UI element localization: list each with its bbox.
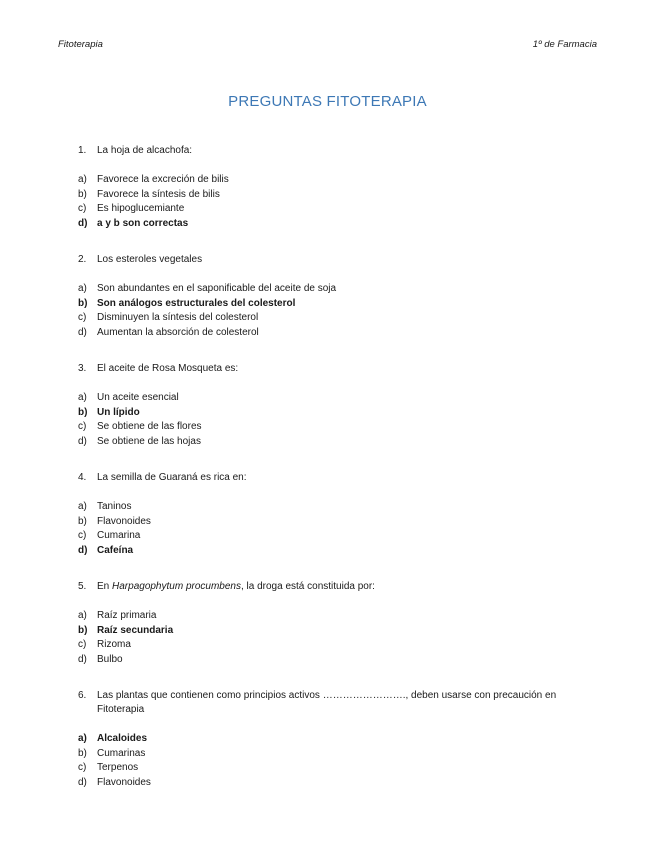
answer-option [78,311,598,326]
question-number: 3. [78,363,87,374]
option-text: Disminuyen la síntesis del colesterol [97,312,259,323]
option-text: Raíz primaria [97,610,157,621]
answer-option [78,326,598,341]
option-text: Un lípido [97,406,140,418]
page-title: PREGUNTAS FITOTERAPIA [228,93,427,110]
question-text-suffix: , la droga está constituida por: [240,581,375,592]
option-text: Taninos [97,501,132,512]
question-number: 4. [78,472,87,483]
answer-option [78,173,598,188]
option-text: Raíz secundaria [97,624,174,636]
option-letter: d) [78,217,88,229]
option-letter: c) [78,762,87,773]
answer-option [78,653,598,668]
question-number: 6. [78,690,87,701]
answer-option [78,500,598,515]
option-letter: d) [78,435,87,447]
option-text: Se obtiene de las flores [97,421,202,432]
option-text: Alcaloides [97,733,148,744]
question-text: La hoja de alcachofa: [97,145,193,156]
question-4 [78,471,598,558]
option-text: Son análogos estructurales del colesterol [97,297,296,309]
option-text: Cumarina [97,530,141,541]
answer-option [78,202,598,217]
question-3 [78,362,598,449]
answer-option [78,761,598,776]
option-letter: d) [78,544,88,556]
question-6 [78,689,598,790]
option-text: Terpenos [97,762,139,773]
option-text: Aumentan la absorción de colesterol [97,326,259,338]
option-letter: a) [78,392,87,403]
option-letter: b) [78,747,87,759]
option-letter: a) [78,283,87,294]
answer-option [78,297,598,312]
option-text: a y b son correctas [97,217,189,229]
option-text: Un aceite esencial [97,392,179,403]
answer-option [78,391,598,406]
question-text: El aceite de Rosa Mosqueta es: [97,363,239,374]
option-letter: b) [78,515,87,527]
question-number: 2. [78,254,87,265]
option-letter: d) [78,653,87,665]
option-text: Rizoma [97,639,131,650]
answer-option [78,188,598,203]
answer-option [78,638,598,653]
answer-option [78,529,598,544]
option-text: Cafeína [97,544,134,556]
answer-option [78,420,598,435]
answer-option [78,282,598,297]
option-text: Flavonoides [97,515,151,527]
option-letter: b) [78,297,88,309]
option-letter: d) [78,776,87,788]
option-text: Favorece la síntesis de bilis [97,188,220,200]
question-text-prefix: En [97,581,113,592]
question-text [97,580,598,594]
answer-option [78,624,598,639]
question-number: 1. [78,145,87,156]
question-2 [78,253,598,340]
species-name: Harpagophytum procumbens [112,581,241,592]
answer-option [78,435,598,450]
answer-option [78,515,598,530]
option-letter: c) [78,421,87,432]
option-letter: c) [78,639,87,650]
answer-option [78,544,598,559]
header-right: 1º de Farmacia [532,39,597,50]
option-text: Flavonoides [97,776,151,788]
option-letter: a) [78,501,87,512]
option-letter: c) [78,530,87,541]
answer-option [78,732,598,747]
question-text: La semilla de Guaraná es rica en: [97,472,247,483]
option-text: Se obtiene de las hojas [97,435,201,447]
option-letter: b) [78,624,88,636]
answer-option [78,406,598,421]
option-letter: d) [78,326,87,338]
option-letter: b) [78,188,87,200]
question-text: Los esteroles vegetales [97,254,203,265]
option-text: Cumarinas [97,747,146,759]
question-text: Las plantas que contienen como principios activos ……………………., deben usarse con precaución en Fitoterapia [97,690,557,715]
question-1 [78,144,598,231]
answer-option [78,217,598,232]
header-left: Fitoterapia [58,39,103,50]
option-letter: c) [78,312,87,323]
option-letter: b) [78,406,88,418]
option-text: Son abundantes en el saponificable del aceite de soja [97,283,337,294]
option-text: Favorece la excreción de bilis [97,174,229,185]
answer-option [78,747,598,762]
answer-option [78,609,598,624]
option-letter: c) [78,203,87,214]
question-list [78,144,598,812]
question-number: 5. [78,581,87,592]
option-letter: a) [78,610,87,621]
option-letter: a) [78,174,87,185]
option-text: Bulbo [97,653,123,665]
option-text: Es hipoglucemiante [97,203,185,214]
question-5 [78,580,598,667]
answer-option [78,776,598,791]
option-letter: a) [78,733,87,744]
